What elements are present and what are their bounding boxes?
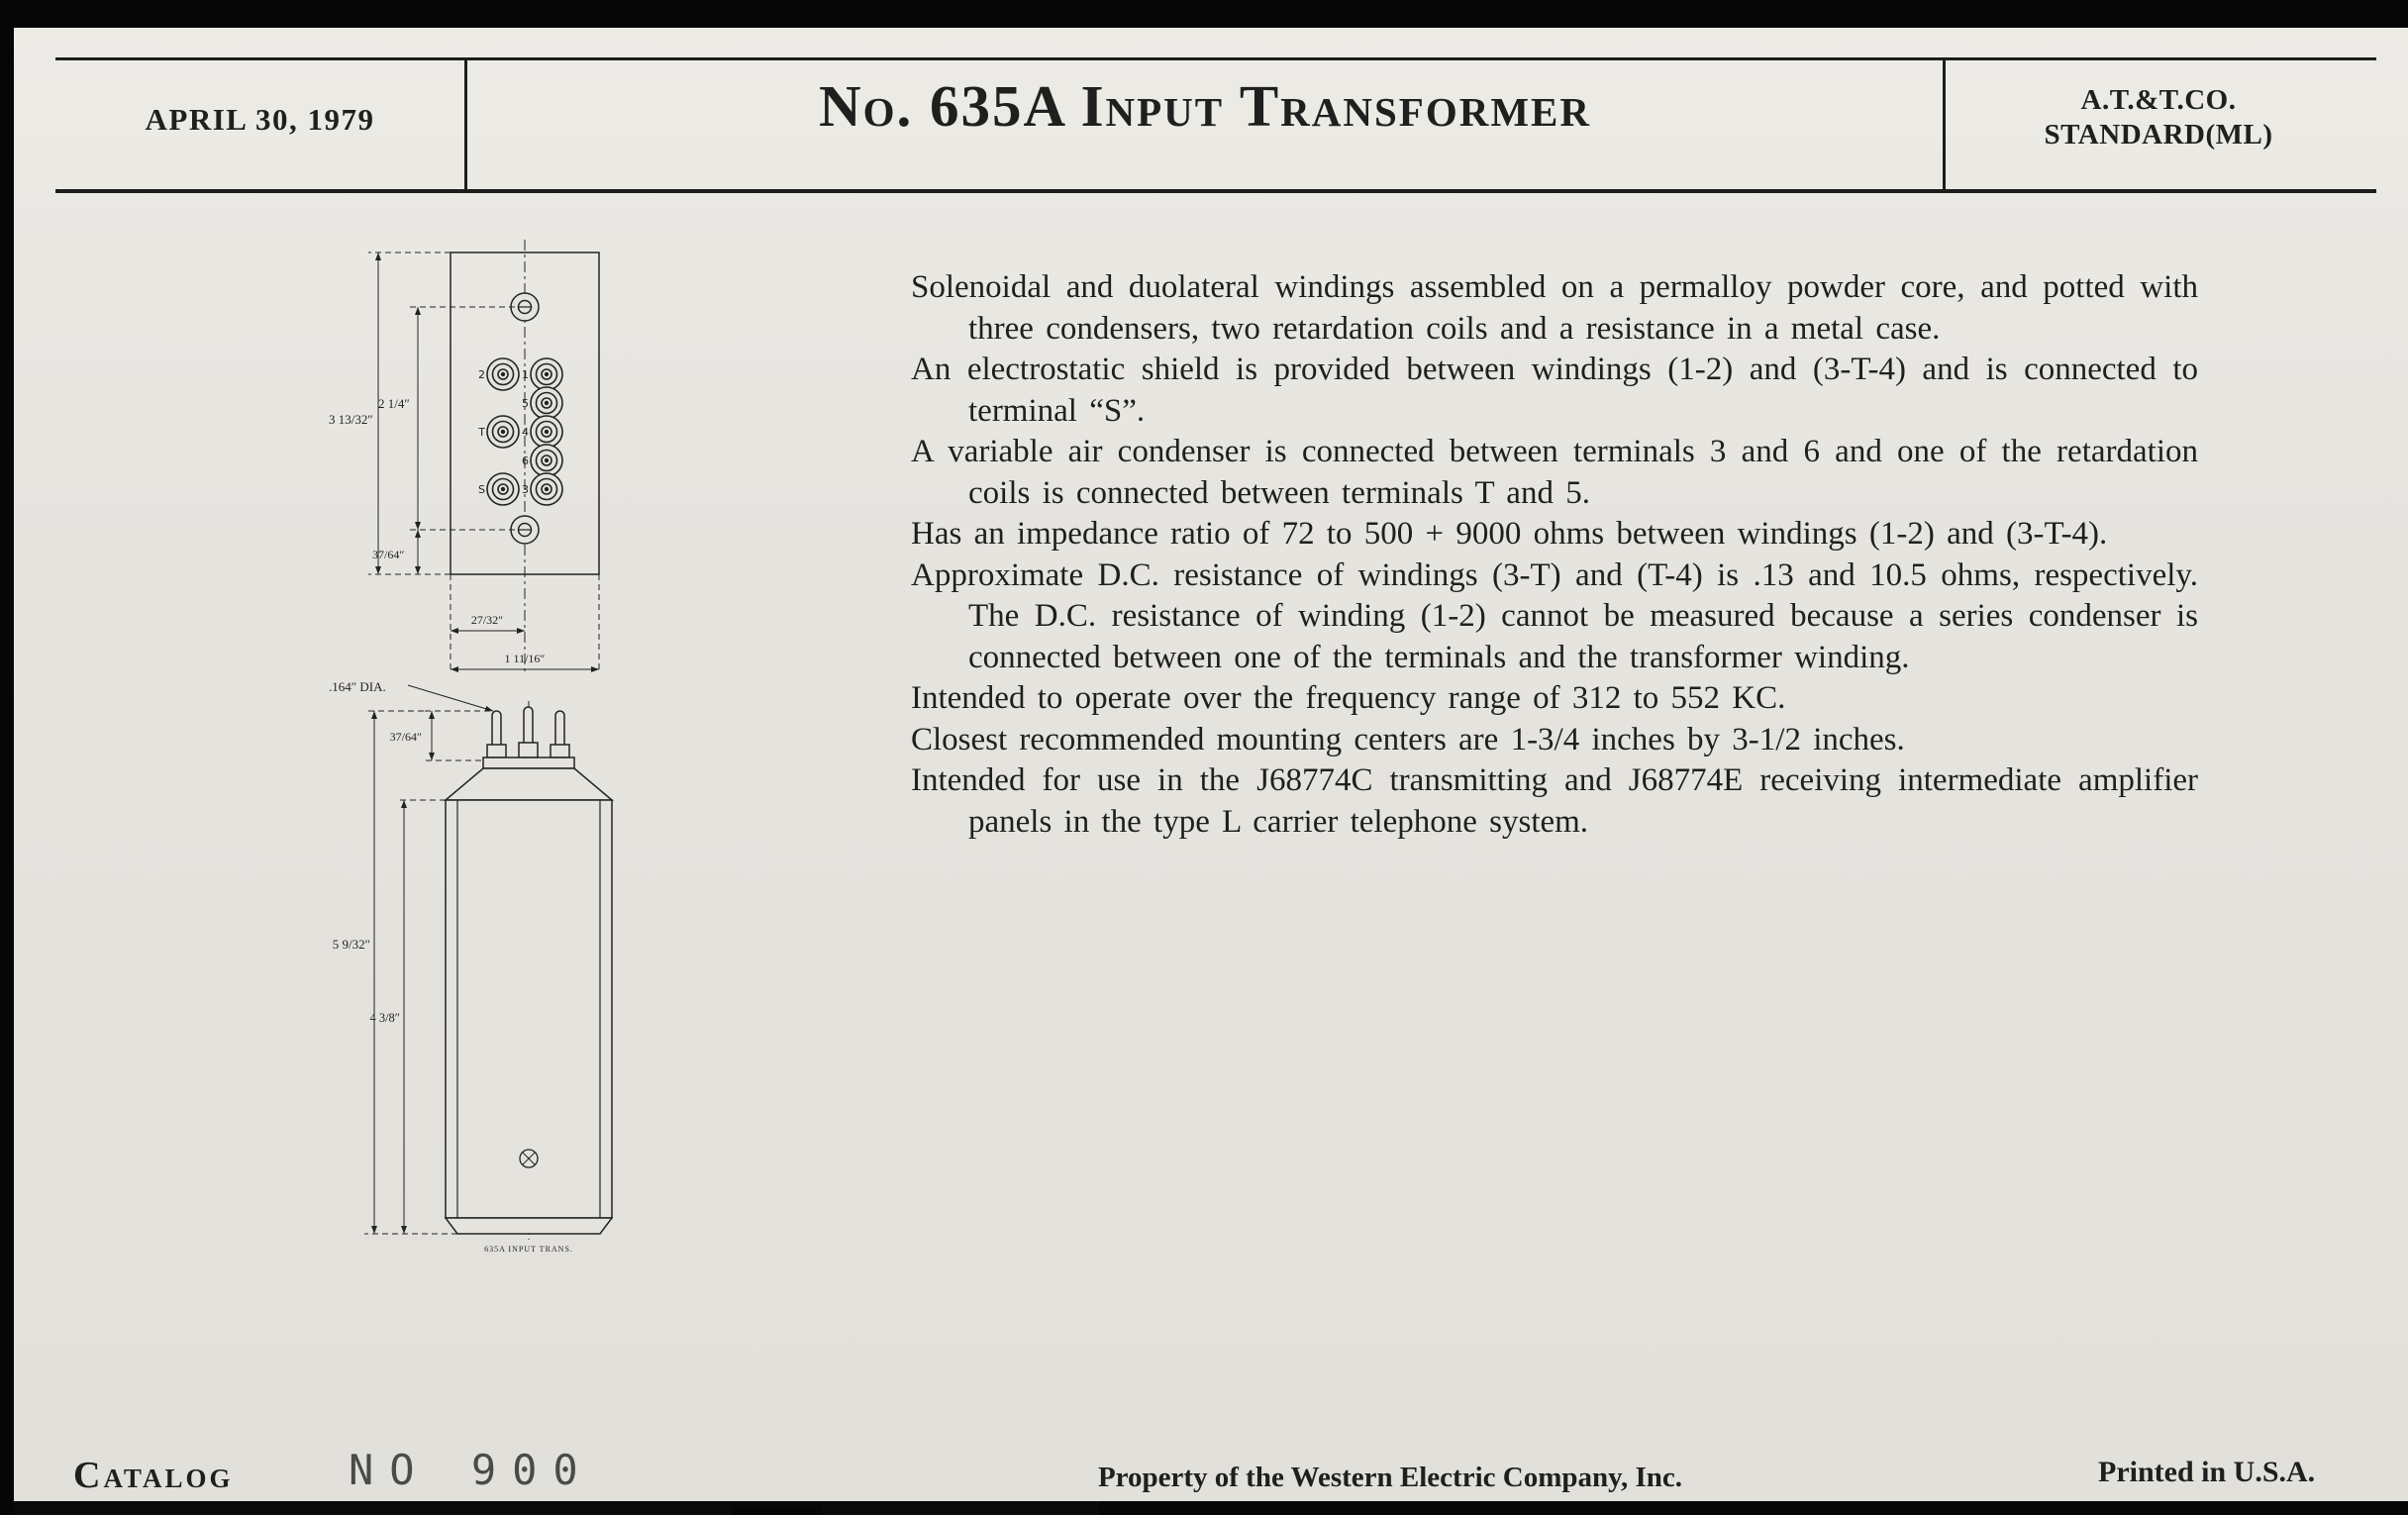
terminal-label: 2 (478, 368, 485, 381)
terminal-label: 4 (522, 426, 529, 439)
dim-overall-side-height: 5 9/32″ (332, 937, 370, 952)
spec-paragraph: Solenoidal and duolateral windings assembled on a permalloy powder core, and potted with three condensers, two retardation coils and a resistance in a metal case. (911, 269, 2198, 347)
terminal-pins (487, 707, 569, 758)
dim-overall-height: 3 13/32″ (329, 412, 373, 427)
scan-edge-left (0, 0, 14, 1515)
standard-designation: STANDARD(ML) (2044, 119, 2273, 151)
mounting-screw-top (511, 293, 539, 321)
dim-case-height: 4 3/8″ (369, 1011, 400, 1025)
terminal-label: T (478, 426, 485, 439)
pin-diameter-label: .164″ DIA. (329, 679, 386, 694)
drawing-caption: 635A INPUT TRANS. (484, 1245, 573, 1254)
dim-half-width: 27/32″ (470, 613, 504, 627)
header-top-rule (55, 57, 2376, 60)
spec-paragraph: Closest recommended mounting centers are 1-3/4 inches by 3-1/2 inches. (911, 721, 1905, 758)
top-view-dimensions (368, 252, 599, 711)
spec-paragraph: A variable air condenser is connected between terminals 3 and 6 and one of the retardation coils is connected between terminals T and 5. (911, 434, 2198, 511)
organization-name: A.T.&T.CO. (2080, 84, 2237, 116)
terminal-label: 3 (522, 483, 529, 496)
scan-edge-top (0, 0, 2408, 28)
spec-paragraph: Intended for use in the J68774C transmitting and J68774E receiving intermediate amplifier panels in the type L carrier telephone system. (911, 762, 2198, 840)
page-title: No. 635A Input Transformer (818, 73, 1592, 139)
spec-paragraph: Intended to operate over the frequency range of 312 to 552 KC. (911, 680, 1786, 716)
printed-notice: Printed in U.S.A. (2098, 1456, 2316, 1488)
document-page (14, 28, 2408, 1501)
dim-bottom-offset: 37/64″ (372, 548, 405, 561)
spec-paragraph: Has an impedance ratio of 72 to 500 + 9000 ohms between windings (1-2) and (3-T-4). (911, 516, 2108, 552)
dim-mounting-span: 2 1/4″ (378, 396, 410, 411)
spec-paragraph: An electrostatic shield is provided between windings (1-2) and (3-T-4) and is connected to terminal “S”. (911, 352, 2198, 429)
catalog-label: Catalog (73, 1455, 234, 1496)
spec-paragraph: Approximate D.C. resistance of windings (3-T) and (T-4) is .13 and 10.5 ohms, respectively. The D.C. resistance of winding (1-2) cannot be measured because a series condenser is connected between one of the terminals and the transformer winding. (911, 556, 2198, 675)
dim-overall-width: 1 11/16″ (504, 652, 546, 665)
spec-paragraphs (911, 267, 2198, 843)
scan-edge-bottom (1099, 1501, 2408, 1515)
terminal-label: 6 (522, 454, 529, 467)
issue-date: APRIL 30, 1979 (145, 102, 375, 137)
transformer-drawing (327, 238, 653, 1287)
scan-edge-bottom-small (733, 1505, 822, 1515)
header-bottom-rule (55, 189, 2376, 193)
terminal-label: 1 (522, 368, 529, 381)
side-view (446, 701, 612, 1240)
catalog-number-stamp: NO 900 (349, 1446, 594, 1494)
mounting-screw-bottom (511, 516, 539, 544)
organization-block (1946, 83, 2371, 152)
terminal-label: 5 (522, 397, 529, 410)
dim-pin-height: 37/64″ (389, 730, 422, 744)
property-notice: Property of the Western Electric Company, Inc. (1097, 1462, 1683, 1493)
terminal-label: S (478, 483, 485, 496)
